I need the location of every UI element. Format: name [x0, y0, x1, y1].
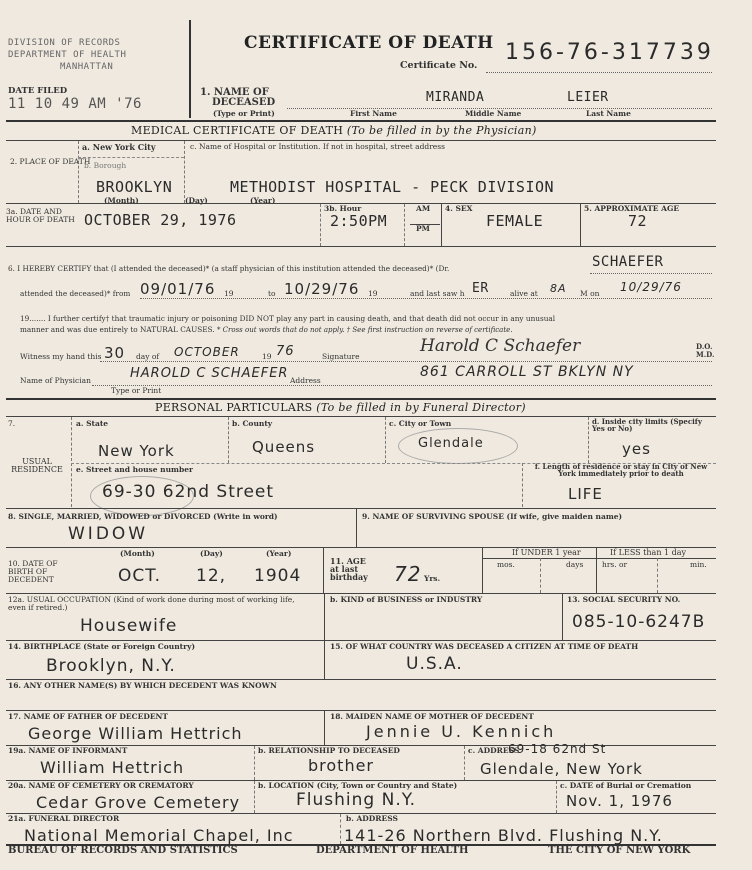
date-of-death-label: 3a. DATE AND HOUR OF DEATH [6, 207, 75, 224]
footer-bureau: BUREAU OF RECORDS AND STATISTICS [8, 845, 238, 856]
age-unit: Yrs. [424, 574, 441, 583]
last-name-label: Last Name [586, 109, 631, 118]
spouse-label: 9. NAME OF SURVIVING SPOUSE (If wife, give maiden name) [362, 512, 623, 521]
first-name-label: First Name [350, 109, 397, 118]
length-residence-value: LIFE [568, 485, 603, 503]
street-value: 69-30 62nd Street [102, 482, 275, 502]
footer-department: DEPARTMENT OF HEALTH [316, 845, 469, 856]
page-title: CERTIFICATE OF DEATH [244, 33, 494, 53]
father-value: George William Hettrich [28, 724, 243, 743]
approximate-age-label: 5. APPROXIMATE AGE [584, 204, 680, 213]
do-md-label: D.O. M.D. [696, 342, 715, 359]
citizen-label: 15. OF WHAT COUNTRY WAS DECEASED A CITIZEN AT TIME OF DEATH [330, 642, 639, 651]
father-label: 17. NAME OF FATHER OF DECEDENT [8, 712, 168, 721]
cemetery-location-value: Flushing N.Y. [296, 790, 417, 810]
alive-at-label: alive at [510, 289, 538, 298]
medical-section-title: MEDICAL CERTIFICATE OF DEATH (To be filled in by the Physician) [131, 124, 537, 137]
footer-city: THE CITY OF NEW YORK [548, 845, 691, 856]
occupation-value: Housewife [80, 616, 178, 636]
personal-section-title: PERSONAL PARTICULARS (To be filled in by Funeral Director) [155, 401, 526, 414]
inside-city-value: yes [622, 440, 651, 458]
certificate-no-value: 156-76-317739 [505, 40, 714, 65]
certify-doctor: SCHAEFER [592, 254, 664, 270]
physician-name-value: HAROLD C SCHAEFER [130, 366, 289, 381]
city-label: c. City or Town [389, 419, 452, 428]
relationship-value: brother [308, 756, 375, 775]
deceased-first-name: MIRANDA [426, 90, 485, 105]
city-value: Glendale [418, 436, 484, 451]
funeral-director-value: National Memorial Chapel, Inc [24, 826, 294, 845]
name-label-main: DECEASED [212, 97, 276, 108]
birth-date-label: 10. DATE OF BIRTH OF DECEDENT [8, 559, 58, 584]
name-label-num: 1. NAME OF [200, 87, 269, 98]
death-month-label: (Month) [104, 196, 139, 205]
certificate-no-label: Certificate No. [400, 60, 478, 71]
date-filed-value: 11 10 49 AM '76 [8, 96, 142, 112]
middle-name-label: Middle Name [465, 109, 522, 118]
witness-label: Witness my hand this [20, 352, 102, 361]
certify-line-3: 19....... I further certify† that traumatic injury or poisoning DID NOT play any part in causing death, and that death did not occur in any unusual [20, 314, 556, 323]
stamp-line-1: DIVISION OF RECORDS [8, 38, 121, 48]
cemetery-location-label: b. LOCATION (City, Town or Country and State) [258, 781, 458, 790]
min-label: min. [690, 560, 707, 569]
death-year-label: (Year) [250, 196, 276, 205]
physician-sub-label: Type or Print [111, 386, 162, 395]
less-1-day-label: If LESS than 1 day [610, 548, 687, 557]
informant-address-label: c. ADDRESS [468, 746, 520, 755]
birth-month-label: (Month) [120, 549, 155, 558]
age-label: 11. AGE at last birthday [330, 556, 368, 582]
certify-to: to [268, 289, 276, 298]
marital-status-label: 8. SINGLE, MARRIED, WIDOWED or DIVORCED (Write in word) [8, 512, 278, 521]
date-of-death-value: OCTOBER 29, 1976 [84, 211, 237, 229]
deceased-last-name: LEIER [567, 90, 609, 105]
marital-status-value: WIDOW [68, 524, 149, 544]
mos-label: mos. [497, 560, 515, 569]
certify-19b: 19 [368, 289, 378, 298]
birthplace-value: Brooklyn, N.Y. [46, 656, 176, 676]
institution-label: c. Name of Hospital or Institution. If not in hospital, street address [190, 142, 445, 151]
funeral-address-label: b. ADDRESS [346, 814, 398, 823]
state-label: a. State [76, 419, 109, 428]
citizen-value: U.S.A. [406, 654, 463, 674]
certify-line-1: 6. I HEREBY CERTIFY that (I attended the deceased)* (a staff physician of this institution attended the deceased)* (Dr. [8, 264, 450, 273]
usual-residence-label: USUAL RESIDENCE [11, 457, 63, 475]
informant-address-line-1: 69-18 62nd St [508, 742, 607, 756]
last-saw-date-value: 10/29/76 [620, 280, 682, 294]
funeral-director-label: 21a. FUNERAL DIRECTOR [8, 814, 120, 823]
physician-address-value: 861 CARROLL ST BKLYN NY [420, 364, 634, 380]
attended-from-value: 09/01/76 [140, 280, 216, 298]
hrs-label: hrs. or [602, 560, 628, 569]
last-saw-value: ER [472, 281, 489, 296]
informant-label: 19a. NAME OF INFORMANT [8, 746, 128, 755]
mother-label: 18. MAIDEN NAME OF MOTHER OF DECEDENT [330, 712, 534, 721]
state-value: New York [98, 442, 175, 460]
witness-year-value: 76 [276, 344, 295, 359]
informant-value: William Hettrich [40, 758, 185, 777]
ssn-value: 085-10-6247B [572, 612, 706, 632]
approximate-age-value: 72 [628, 212, 648, 230]
under-1-year-label: If UNDER 1 year [512, 548, 581, 557]
hour-label: 3b. Hour [324, 204, 362, 213]
signature-label: Signature [322, 352, 360, 361]
stamp-line-3: MANHATTAN [60, 62, 114, 72]
informant-address-line-2: Glendale, New York [480, 760, 643, 778]
witness-day-value: 30 [104, 344, 126, 362]
birth-year-label: (Year) [266, 549, 292, 558]
certify-last-saw-label: and last saw h [410, 289, 465, 298]
date-filed-label: DATE FILED [8, 86, 68, 96]
stamp-line-2: DEPARTMENT OF HEALTH [8, 50, 127, 60]
birth-day-value: 12, [196, 566, 227, 586]
street-label: e. Street and house number [76, 465, 193, 474]
physician-signature: Harold C Schaefer [420, 336, 581, 356]
am-label: AM [416, 204, 431, 213]
alive-at-value: 8A [550, 282, 567, 295]
sex-label: 4. SEX [445, 204, 473, 213]
pm-label: PM [416, 224, 430, 233]
relationship-label: b. RELATIONSHIP TO DECEASED [258, 746, 400, 755]
institution-value: METHODIST HOSPITAL - PECK DIVISION [230, 178, 555, 196]
burial-date-label: c. DATE of Burial or Cremation [560, 781, 692, 790]
funeral-address-value: 141-26 Northern Blvd. Flushing N.Y. [344, 826, 663, 845]
borough-label: b. Borough [84, 161, 127, 170]
birth-day-label: (Day) [200, 549, 223, 558]
hour-value: 2:50PM [330, 212, 388, 230]
physician-address-label: Address [290, 376, 321, 385]
attended-to-value: 10/29/76 [284, 280, 360, 298]
witness-month-value: OCTOBER [174, 345, 240, 359]
nyc-label: a. New York City [82, 142, 156, 152]
cemetery-label: 20a. NAME OF CEMETERY OR CREMATORY [8, 781, 194, 790]
age-value: 72 [394, 562, 422, 586]
certify-line-2a: attended the deceased)* from [20, 289, 131, 298]
burial-date-value: Nov. 1, 1976 [566, 792, 673, 810]
cemetery-value: Cedar Grove Cemetery [36, 793, 241, 812]
certify-line-4: manner and was due entirely to NATURAL CAUSES. * Cross out words that do not apply. † See first instruction on reverse of certificate. [20, 325, 513, 334]
county-value: Queens [252, 438, 316, 456]
business-label: b. KIND of BUSINESS or INDUSTRY [330, 595, 483, 604]
residence-num: 7. [8, 419, 16, 428]
days-label: days [566, 560, 584, 569]
county-label: b. County [232, 419, 273, 428]
place-of-death-label: 2. PLACE OF DEATH [10, 157, 91, 166]
certify-19a: 19 [224, 289, 234, 298]
borough-value: BROOKLYN [96, 178, 173, 196]
ssn-label: 13. SOCIAL SECURITY NO. [567, 595, 681, 604]
mother-value: Jennie U. Kennich [366, 722, 557, 741]
death-day-label: (Day) [185, 196, 208, 205]
birth-month-value: OCT. [118, 566, 162, 586]
occupation-label: 12a. USUAL OCCUPATION (Kind of work done during most of working life, even if retired.) [8, 595, 295, 612]
birth-year-value: 1904 [254, 566, 302, 586]
other-names-label: 16. ANY OTHER NAME(S) BY WHICH DECEDENT WAS KNOWN [8, 681, 277, 690]
physician-name-label: Name of Physician [20, 376, 91, 385]
m-on-label: M on [580, 289, 600, 298]
birthplace-label: 14. BIRTHPLACE (State or Foreign Country) [8, 642, 196, 651]
day-of-label: day of [136, 352, 160, 361]
inside-city-label: d. Inside city limits (Specify Yes or No) [592, 417, 702, 433]
length-residence-label: f. Length of residence or stay in City of New York immediately prior to death [534, 462, 708, 478]
witness-19-label: 19 [262, 352, 272, 361]
name-label-sub: (Type or Print) [213, 109, 275, 118]
sex-value: FEMALE [486, 212, 544, 230]
